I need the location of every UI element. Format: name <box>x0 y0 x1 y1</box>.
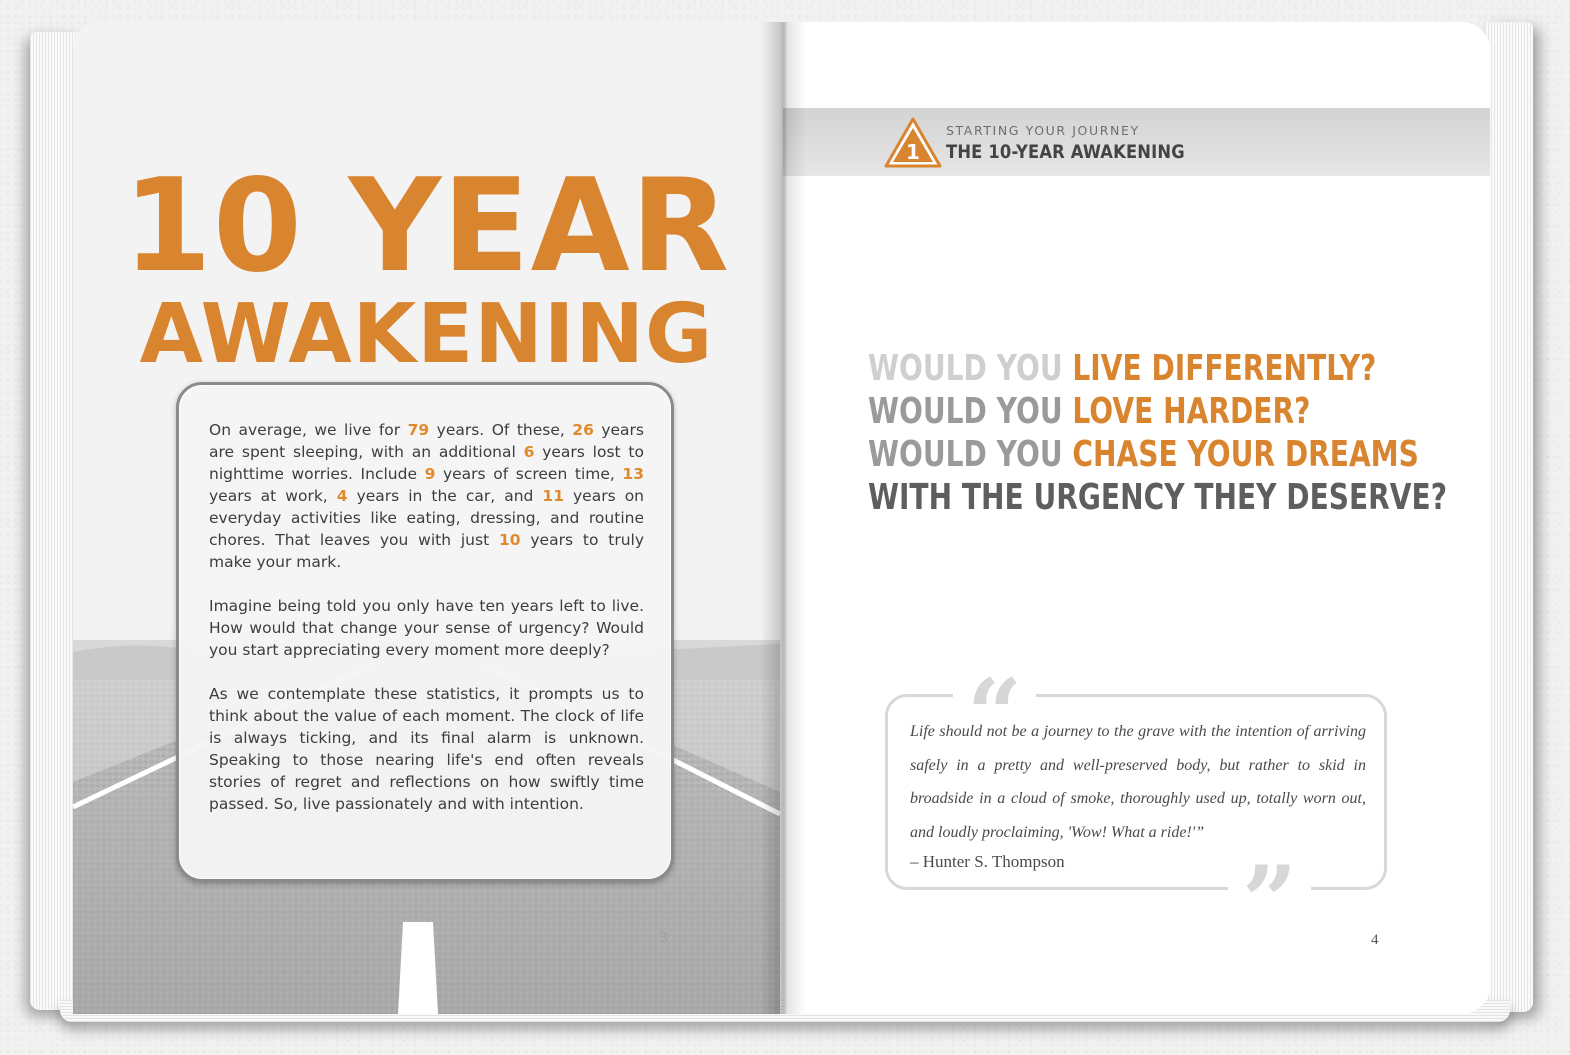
paragraph-text-segment: years are spent sleeping, with an additional <box>209 421 644 461</box>
page-title-line-2: AWAKENING <box>139 287 714 382</box>
open-quote-icon: “ <box>953 675 1036 725</box>
paragraph-text-segment: years of screen time, <box>435 465 623 483</box>
question-2-prefix: WOULD YOU <box>868 391 1073 432</box>
page-number-right: 4 <box>1371 932 1379 948</box>
urgency-paragraph: Imagine being told you only have ten years left to live. How would that change your sense of urgency? Would you start appreciating every moment more deeply? <box>209 597 644 659</box>
question-line-3 <box>868 434 1419 476</box>
quote-text: Life should not be a journey to the grave with the intention of arriving safely in a pretty and well-preserved body, but rather to skid in broadside in a cloud of smoke, thoroughly used up, totally worn out, and loudly proclaiming, 'Wow! What a ride!'” <box>910 723 1366 841</box>
question-1-emphasis: LIVE DIFFERENTLY? <box>1072 348 1377 389</box>
paragraph-text-segment: years to truly make your mark. <box>209 531 644 571</box>
highlighted-number: 11 <box>542 487 564 505</box>
quote-author: – Hunter S. Thompson <box>910 852 1065 871</box>
chapter-header-bar <box>783 108 1490 176</box>
highlighted-number: 9 <box>424 465 436 483</box>
statistics-paragraph <box>209 419 644 573</box>
page-title-line-1: 10 YEAR <box>122 152 731 301</box>
question-line-2 <box>868 391 1310 433</box>
question-3-emphasis: CHASE YOUR DREAMS <box>1072 434 1419 475</box>
chapter-number: 1 <box>906 140 920 164</box>
quote-box <box>885 658 1387 958</box>
chapter-title: THE 10-YEAR AWAKENING <box>946 141 1185 163</box>
right-page <box>783 22 1490 1014</box>
highlighted-number: 26 <box>572 421 594 439</box>
question-line-1 <box>868 348 1376 390</box>
close-quote-icon: ” <box>1228 862 1311 918</box>
question-2-emphasis: LOVE HARDER? <box>1072 391 1311 432</box>
highlighted-number: 13 <box>622 465 644 483</box>
paragraph-text-segment: On average, we live for <box>209 421 408 439</box>
paragraph-text-segment: years lost to nighttime worries. Include <box>209 443 644 483</box>
chapter-kicker: STARTING YOUR JOURNEY <box>946 123 1140 138</box>
question-line-4: WITH THE URGENCY THEY DESERVE? <box>868 477 1448 518</box>
highlighted-number: 10 <box>498 531 521 549</box>
highlighted-number: 6 <box>523 443 535 461</box>
book-page-edges-right <box>1485 22 1533 1012</box>
left-page <box>73 22 780 1014</box>
highlighted-number: 4 <box>336 487 348 505</box>
paragraph-text-segment: years at work, <box>209 487 337 505</box>
question-1-prefix: WOULD YOU <box>868 348 1073 389</box>
page-number-left: 3 <box>660 930 668 946</box>
highlighted-number: 79 <box>407 421 430 439</box>
paragraph-text-segment: years on everyday activities like eating, dressing, and routine chores. That leaves you with just <box>209 487 644 549</box>
paragraph-text-segment: years. Of these, <box>429 421 573 439</box>
chapter-warning-triangle-icon <box>883 115 943 169</box>
paragraph-text-segment: years in the car, and <box>347 487 543 505</box>
reflection-paragraph: As we contemplate these statistics, it prompts us to think about the value of each moment. The clock of life is always ticking, and its final alarm is unknown. Speaking to those nearing life's end often reveals stories of regret and reflections on how swiftly time passed. So, live passionately and with intention. <box>209 685 644 813</box>
statistics-text-box <box>176 382 674 882</box>
question-3-prefix: WOULD YOU <box>868 434 1073 475</box>
